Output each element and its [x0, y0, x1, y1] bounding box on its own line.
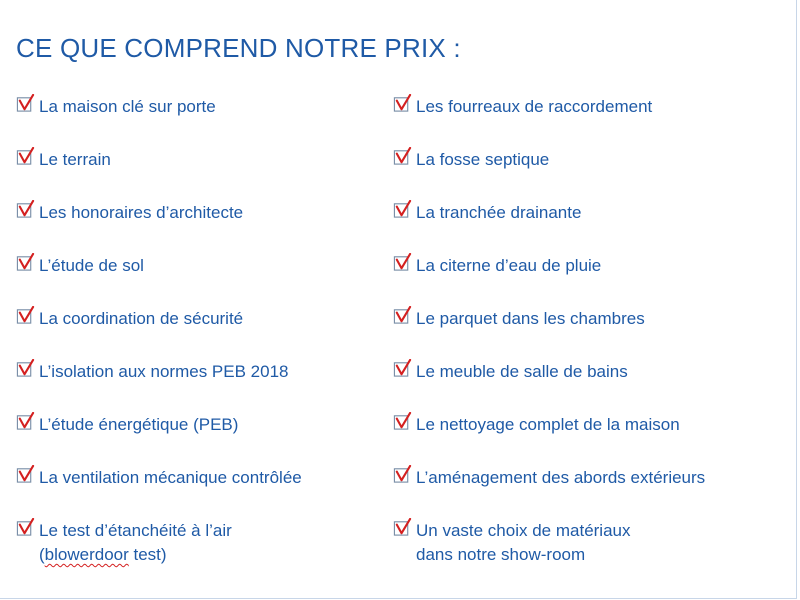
checkbox-check-icon [393, 518, 412, 537]
list-item-label: La maison clé sur porte [39, 97, 216, 116]
list-item-line [39, 543, 232, 567]
list-item [16, 307, 243, 331]
list-item [393, 95, 652, 119]
list-item-line: dans notre show-room [416, 545, 586, 564]
list-item-label: Les honoraires d’architecte [39, 203, 244, 222]
page-title: CE QUE COMPREND NOTRE PRIX : [16, 33, 461, 63]
list-item [393, 519, 631, 567]
paren-close: test) [128, 545, 167, 564]
checkbox-check-icon [393, 94, 412, 113]
list-item [393, 466, 705, 490]
list-item-line: Le test d’étanchéité à l’air [39, 521, 232, 540]
checkbox-check-icon [16, 306, 35, 325]
checkbox-check-icon [393, 147, 412, 166]
list-item-line: Un vaste choix de matériaux [416, 521, 631, 540]
list-item [16, 519, 232, 567]
list-item-label: L’étude énergétique (PEB) [39, 415, 239, 434]
checkbox-check-icon [16, 200, 35, 219]
list-item [393, 254, 601, 278]
list-item [393, 360, 628, 384]
checkbox-check-icon [16, 465, 35, 484]
list-item [393, 413, 680, 437]
checkbox-check-icon [16, 412, 35, 431]
list-item-label: Le parquet dans les chambres [416, 309, 645, 328]
list-item-label: L’isolation aux normes PEB 2018 [39, 362, 289, 381]
list-item [393, 148, 549, 172]
list-item-label: La coordination de sécurité [39, 309, 244, 328]
checkbox-check-icon [16, 147, 35, 166]
list-item-label: Les fourreaux de raccordement [416, 97, 653, 116]
checkbox-check-icon [16, 94, 35, 113]
checkbox-check-icon [393, 200, 412, 219]
list-item [16, 360, 289, 384]
checkbox-check-icon [393, 359, 412, 378]
checkbox-check-icon [16, 518, 35, 537]
checkbox-check-icon [16, 359, 35, 378]
list-item-label: L’étude de sol [39, 256, 144, 275]
list-item-label [39, 519, 232, 567]
list-item-label: La tranchée drainante [416, 203, 582, 222]
checkbox-check-icon [393, 306, 412, 325]
list-item [16, 95, 216, 119]
checkbox-check-icon [393, 465, 412, 484]
list-item-label: La fosse septique [416, 150, 550, 169]
list-item-label: Le meuble de salle de bains [416, 362, 628, 381]
list-item-label: La ventilation mécanique contrôlée [39, 468, 302, 487]
list-item [393, 201, 581, 225]
list-item-label: Le terrain [39, 150, 111, 169]
checkbox-check-icon [393, 253, 412, 272]
spellcheck-underlined-word: blowerdoor [44, 545, 129, 564]
list-item [16, 201, 243, 225]
list-item [16, 148, 111, 172]
list-item-label: Le nettoyage complet de la maison [416, 415, 680, 434]
list-item [16, 466, 302, 490]
list-item-label: L’aménagement des abords extérieurs [416, 468, 706, 487]
list-item [16, 254, 144, 278]
checkbox-check-icon [16, 253, 35, 272]
checkbox-check-icon [393, 412, 412, 431]
list-item [393, 307, 645, 331]
list-item [16, 413, 238, 437]
list-item-label [416, 519, 631, 567]
list-item-label: La citerne d’eau de pluie [416, 256, 602, 275]
paren-open: ( [39, 545, 45, 564]
